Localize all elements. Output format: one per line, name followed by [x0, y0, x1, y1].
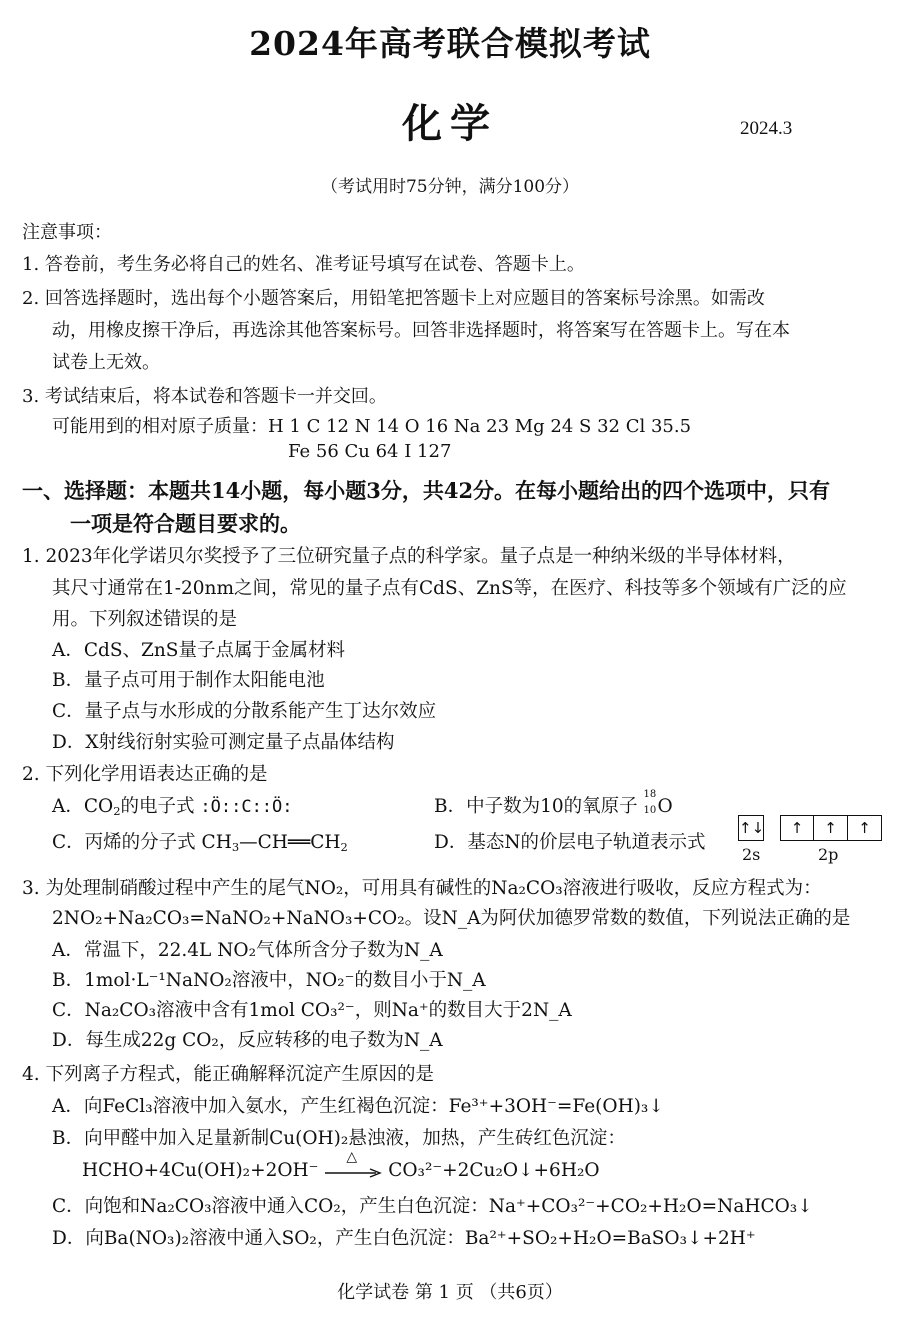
question-3-option-d: D．每生成22g CO₂，反应转移的电子数为N_A [52, 1030, 443, 1051]
orbital-label-2p: 2p [818, 845, 839, 864]
question-3-option-c: C．Na₂CO₃溶液中含有1mol CO₃²⁻，则Na⁺的数目大于2N_A [52, 1000, 572, 1021]
question-4-stem: 4. 下列离子方程式，能正确解释沉淀产生原因的是 [22, 1064, 435, 1085]
orbital-box-2p: ↑ [814, 815, 848, 841]
question-4-option-b-equation: HCHO+4Cu(OH)₂+2OH⁻ △ CO₃²⁻+2Cu₂O↓+6H₂O [82, 1149, 600, 1181]
question-1-stem: 1. 2023年化学诺贝尔奖授予了三位研究量子点的科学家。量子点是一种纳米级的半导体材料， [22, 546, 796, 567]
question-3-option-b: B．1mol·L⁻¹NaNO₂溶液中，NO₂⁻的数目小于N_A [52, 970, 486, 991]
note-item: 2. 回答选择题时，选出每个小题答案后，用铅笔把答题卡上对应题目的答案标号涂黑。如需改 [22, 288, 765, 309]
question-3-stem: 3. 为处理制硝酸过程中产生的尾气NO₂，可用具有碱性的Na₂CO₃溶液进行吸收，反应方程式为： [22, 878, 822, 899]
subject-title: 化学 [402, 100, 498, 147]
orbital-box-2s: ↑↓ [738, 815, 764, 841]
exam-title: 2024年高考联合模拟考试 [249, 24, 651, 63]
section-heading: 一、选择题：本题共14小题，每小题3分，共42分。在每小题给出的四个选项中，只有 [22, 478, 831, 503]
co2-lewis-structure: :Ö::C::Ö: [200, 797, 293, 817]
question-2-option-a: A．$CO_2$的电子式 :Ö::C::Ö: [52, 796, 293, 818]
orbital-2p-diagram [780, 815, 882, 841]
question-3-option-a: A．常温下，22.4L NO₂气体所含分子数为N_A [52, 940, 443, 961]
question-2-option-b: B．中子数为10的氧原子 18 10 O [434, 789, 673, 817]
note-item: 3. 考试结束后，将本试卷和答题卡一并交回。 [22, 386, 387, 407]
question-1-option-b: B．量子点可用于制作太阳能电池 [52, 670, 325, 691]
atomic-mass-line: Fe 56 Cu 64 I 127 [288, 441, 452, 462]
question-1-option-d: D．X射线衍射实验可测定量子点晶体结构 [52, 732, 395, 753]
note-item: 1. 答卷前，考生务必将自己的姓名、准考证号填写在试卷、答题卡上。 [22, 254, 585, 275]
question-2-stem: 2. 下列化学用语表达正确的是 [22, 764, 268, 785]
question-4-option-d: D．向Ba(NO₃)₂溶液中通入SO₂，产生白色沉淀：Ba²⁺+SO₂+H₂O=BaSO₃↓+2H⁺ [52, 1228, 756, 1249]
orbital-box-2p: ↑ [780, 815, 814, 841]
question-1-stem: 其尺寸通常在1-20nm之间，常见的量子点有CdS、ZnS等，在医疗、科技等多个领域有广泛的应 [52, 578, 847, 599]
question-1-option-c: C．量子点与水形成的分散系能产生丁达尔效应 [52, 701, 437, 722]
orbital-2s-diagram [738, 815, 764, 841]
heat-arrow-icon: △ [324, 1161, 382, 1181]
atomic-mass-line: 可能用到的相对原子质量：H 1 C 12 N 14 O 16 Na 23 Mg 24 S 32 Cl 35.5 [52, 416, 692, 437]
question-1-stem: 用。下列叙述错误的是 [52, 609, 238, 630]
question-2-option-d: D．基态N的价层电子轨道表示式 [434, 832, 706, 853]
question-4-option-a: A．向FeCl₃溶液中加入氨水，产生红褐色沉淀：Fe³⁺+3OH⁻=Fe(OH)₃↓ [52, 1096, 664, 1117]
question-4-option-b: B．向甲醛中加入足量新制Cu(OH)₂悬浊液，加热，产生砖红色沉淀： [52, 1128, 626, 1149]
orbital-box-2p: ↑ [848, 815, 882, 841]
orbital-label-2s: 2s [742, 845, 761, 864]
question-4-option-c: C．向饱和Na₂CO₃溶液中通入CO₂，产生白色沉淀：Na⁺+CO₃²⁻+CO₂+H₂O=NaHCO₃↓ [52, 1196, 813, 1217]
page-footer: 化学试卷 第 1 页 （共6页） [337, 1282, 563, 1303]
section-heading-cont: 一项是符合题目要求的。 [70, 511, 301, 536]
exam-timing: （考试用时75分钟，满分100分） [320, 177, 580, 197]
question-3-stem: 2NO₂+Na₂CO₃=NaNO₂+NaNO₃+CO₂。设N_A为阿伏加德罗常数的数值，下列说法正确的是 [52, 908, 851, 929]
notes-heading: 注意事项： [22, 222, 112, 243]
note-item: 试卷上无效。 [52, 352, 160, 373]
note-item: 动，用橡皮擦干净后，再选涂其他答案标号。回答非选择题时，将答案写在答题卡上。写在本 [52, 320, 790, 341]
exam-date: 2024.3 [740, 118, 793, 139]
question-1-option-a: A．CdS、ZnS量子点属于金属材料 [52, 640, 345, 661]
question-2-option-c: C．丙烯的分子式 $CH_3—CH══CH_2$ [52, 832, 348, 854]
